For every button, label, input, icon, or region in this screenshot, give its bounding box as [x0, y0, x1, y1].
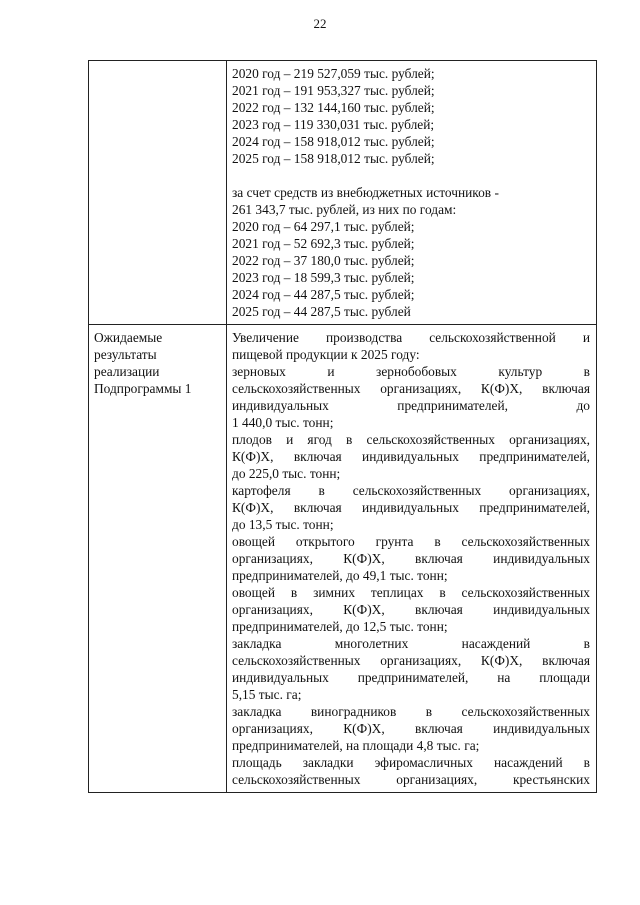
result-text-line: закладка виноградников в сельскохозяйственных	[232, 704, 590, 719]
results-label-line: Ожидаемые	[94, 330, 163, 345]
spacer	[232, 167, 590, 184]
result-text-line: овощей открытого грунта в сельскохозяйственных	[232, 534, 590, 549]
result-text-line: картофеля в сельскохозяйственных организациях,	[232, 483, 590, 498]
result-text-line: до 225,0 тыс. тонн;	[232, 466, 341, 481]
result-text-line: предпринимателей, до 49,1 тыс. тонн;	[232, 568, 448, 583]
result-text-line: плодов и ягод в сельскохозяйственных организациях,	[232, 432, 590, 447]
budget-year-line: 2022 год – 132 144,160 тыс. рублей;	[232, 100, 435, 115]
result-text-line: Увеличение производства сельскохозяйственной и	[232, 330, 590, 345]
result-text-line: индивидуальных предпринимателей, на площади	[232, 670, 590, 685]
result-text-line: 1 440,0 тыс. тонн;	[232, 415, 334, 430]
offbudget-year-line: 2021 год – 52 692,3 тыс. рублей;	[232, 236, 415, 251]
program-table	[88, 60, 597, 793]
result-text-line: сельскохозяйственных организациях, К(Ф)Х, включая	[232, 381, 590, 396]
funding-label-cell	[89, 61, 227, 325]
result-text-line: сельскохозяйственных организациях, К(Ф)Х, включая	[232, 653, 590, 668]
result-text-line: 5,15 тыс. га;	[232, 687, 302, 702]
table-row-funding	[89, 61, 597, 325]
result-text-line: К(Ф)Х, включая индивидуальных предпринимателей,	[232, 500, 590, 515]
offbudget-intro: за счет средств из внебюджетных источников -	[232, 185, 499, 200]
result-text-line: организациях, К(Ф)Х, включая индивидуальных	[232, 551, 590, 566]
result-text-line: до 13,5 тыс. тонн;	[232, 517, 334, 532]
results-label-line: результаты	[94, 347, 157, 362]
results-values-cell	[227, 325, 597, 793]
offbudget-year-list	[232, 218, 590, 320]
result-text-line: предпринимателей, до 12,5 тыс. тонн;	[232, 619, 448, 634]
offbudget-year-line: 2020 год – 64 297,1 тыс. рублей;	[232, 219, 415, 234]
result-text-line: индивидуальных предпринимателей, до	[232, 398, 590, 413]
result-text-line: сельскохозяйственных организациях, крестьянских	[232, 772, 590, 787]
offbudget-total: 261 343,7 тыс. рублей, из них по годам:	[232, 202, 457, 217]
result-text-line: овощей в зимних теплицах в сельскохозяйственных	[232, 585, 590, 600]
budget-year-line: 2021 год – 191 953,327 тыс. рублей;	[232, 83, 435, 98]
results-label-line: Подпрограммы 1	[94, 381, 192, 396]
result-text-line: предпринимателей, на площади 4,8 тыс. га;	[232, 738, 480, 753]
budget-year-line: 2023 год – 119 330,031 тыс. рублей;	[232, 117, 435, 132]
budget-year-line: 2024 год – 158 918,012 тыс. рублей;	[232, 134, 435, 149]
offbudget-year-line: 2022 год – 37 180,0 тыс. рублей;	[232, 253, 415, 268]
results-label-line: реализации	[94, 364, 160, 379]
funding-values-cell	[227, 61, 597, 325]
result-text-line: площадь закладки эфиромасличных насаждений в	[232, 755, 590, 770]
offbudget-year-line: 2023 год – 18 599,3 тыс. рублей;	[232, 270, 415, 285]
result-text-line: закладка многолетних насаждений в	[232, 636, 590, 651]
results-text	[232, 329, 590, 788]
budget-year-line: 2020 год – 219 527,059 тыс. рублей;	[232, 66, 435, 81]
result-text-line: организациях, К(Ф)Х, включая индивидуальных	[232, 721, 590, 736]
offbudget-year-line: 2025 год – 44 287,5 тыс. рублей	[232, 304, 411, 319]
budget-year-list	[232, 65, 590, 167]
result-text-line: организациях, К(Ф)Х, включая индивидуальных	[232, 602, 590, 617]
results-label-cell	[89, 325, 227, 793]
page-number: 22	[313, 16, 327, 31]
offbudget-year-line: 2024 год – 44 287,5 тыс. рублей;	[232, 287, 415, 302]
result-text-line: пищевой продукции к 2025 году:	[232, 347, 420, 362]
result-text-line: зерновых и зернобобовых культур в	[232, 364, 590, 379]
table-row-results	[89, 325, 597, 793]
result-text-line: К(Ф)Х, включая индивидуальных предпринимателей,	[232, 449, 590, 464]
budget-year-line: 2025 год – 158 918,012 тыс. рублей;	[232, 151, 435, 166]
